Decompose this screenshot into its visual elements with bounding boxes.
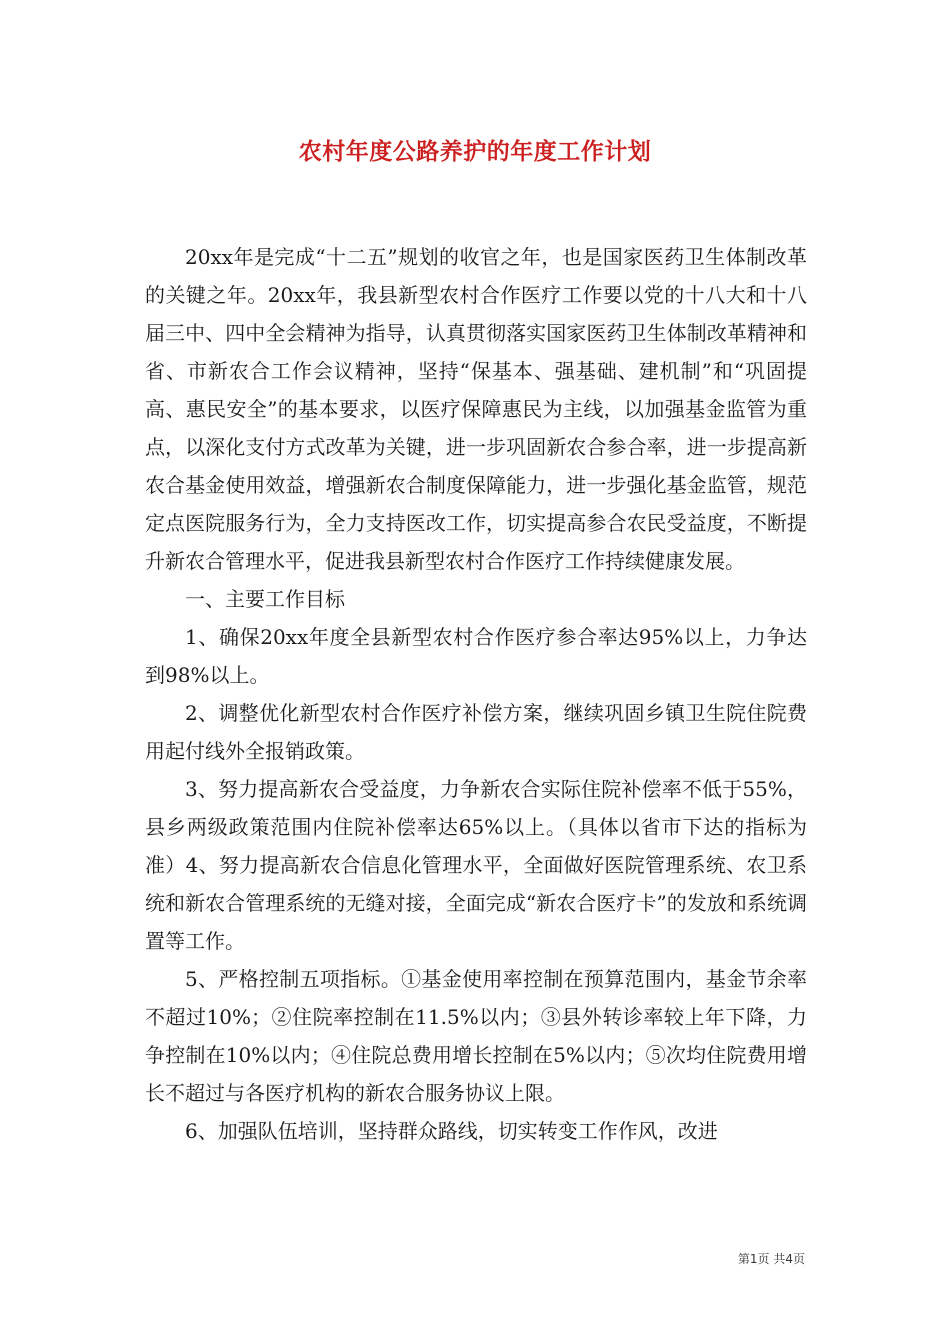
paragraph-item-3: 3、努力提高新农合受益度，力争新农合实际住院补偿率不低于55%，县乡两级政策范围内住院补偿率达65%以上。（具体以省市下达的指标为准）4、努力提高新农合信息化管理水平，全面做好医院管理系统、农卫系统和新农合管理系统的无缝对接，全面完成“新农合医疗卡”的发放和系统调置等工作。 [145, 777, 807, 953]
paragraph-item-5: 5、严格控制五项指标。①基金使用率控制在预算范围内，基金节余率不超过10%；②住院率控制在11.5%以内；③县外转诊率较上年下降，力争控制在10%以内；④住院总费用增长控制在5%以内；⑤次均住院费用增长不超过与各医疗机构的新农合服务协议上限。 [145, 967, 807, 1105]
page-number: 第1页 共4页 [737, 1252, 805, 1266]
paragraph-intro: 20xx年是完成“十二五”规划的收官之年，也是国家医药卫生体制改革的关键之年。20xx年，我县新型农村合作医疗工作要以党的十八大和十八届三中、四中全会精神为指导，认真贯彻落实国家医药卫生体制改革精神和省、市新农合工作会议精神，坚持“保基本、强基础、建机制”和“巩固提高、惠民安全”的基本要求，以医疗保障惠民为主线，以加强基金监管为重点，以深化支付方式改革为关键，进一步巩固新农合参合率，进一步提高新农合基金使用效益，增强新农合制度保障能力，进一步强化基金监管，规范定点医院服务行为，全力支持医改工作，切实提高参合农民受益度，不断提升新农合管理水平，促进我县新型农村合作医疗工作持续健康发展。 [145, 245, 807, 573]
document-title: 农村年度公路养护的年度工作计划 [298, 139, 652, 165]
document-body [145, 238, 807, 1150]
section-heading: 一、主要工作目标 [185, 587, 345, 611]
paragraph-item-1: 1、确保20xx年度全县新型农村合作医疗参合率达95%以上，力争达到98%以上。 [145, 625, 807, 687]
paragraph-item-2: 2、调整优化新型农村合作医疗补偿方案，继续巩固乡镇卫生院住院费用起付线外全报销政策。 [145, 701, 807, 763]
paragraph-item-6: 6、加强队伍培训，坚持群众路线，切实转变工作作风，改进 [185, 1119, 718, 1143]
